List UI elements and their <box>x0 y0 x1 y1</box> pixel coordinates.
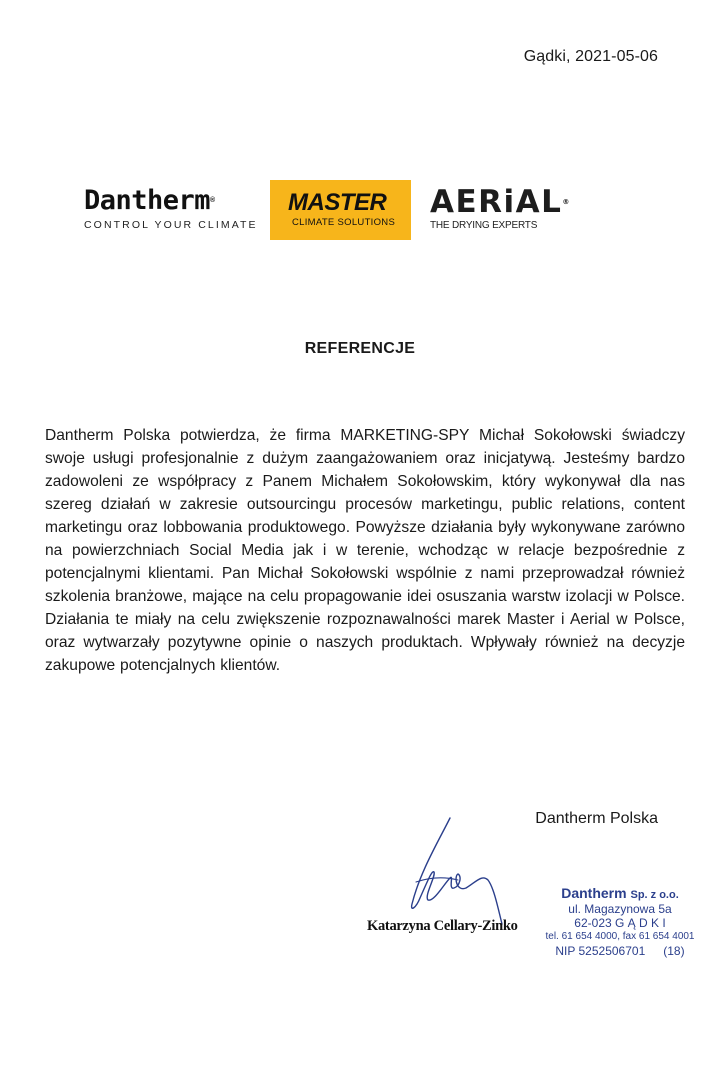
stamp-city: 62-023 G Ą D K I <box>574 916 666 930</box>
stamp-phone: tel. 61 654 4000, fax 61 654 4001 <box>545 931 695 942</box>
stamp-nip: NIP 5252506701 <box>555 944 646 958</box>
stamp-street: ul. Magazynowa 5a <box>568 902 672 916</box>
stamp-company-suffix: Sp. z o.o. <box>630 889 679 901</box>
master-logo <box>270 180 411 240</box>
document-title: REFERENCJE <box>304 340 416 357</box>
handwritten-signature <box>398 812 508 927</box>
dantherm-logo-tagline: CONTROL YOUR CLIMATE <box>84 219 258 231</box>
signer-name: Katarzyna Cellary-Zinko <box>367 918 518 934</box>
stamp-code: (18) <box>663 944 685 958</box>
company-name: Dantherm Polska <box>535 810 658 827</box>
dantherm-logo-name: Dantherm <box>84 185 211 216</box>
aerial-logo: AERiAL® THE DRYING EXPERTS <box>430 186 620 231</box>
document-date: Gądki, 2021-05-06 <box>523 48 658 65</box>
master-logo-name: MASTER <box>288 189 387 216</box>
aerial-logo-tagline: THE DRYING EXPERTS <box>430 220 538 231</box>
aerial-logo-name: AERiAL <box>430 184 563 220</box>
document-body: Dantherm Polska potwierdza, że firma MARKETING-SPY Michał Sokołowski świadczy swoje usługi profesjonalnie z dużym zaangażowaniem oraz inicjatywą. Jesteśmy bardzo zadowoleni ze współpracy z Panem Michałem Sokołowskim, który wykonywał dla nas szereg działań w zakresie outsourcingu procesów marketingu, public relations, content marketingu oraz lobbowania produktowego. Powyższe działania były wykonywane zarówno na powierzchniach Social Media jak i w terenie, wchodząc w relacje bezpośrednie z potencjalnymi klientami. Pan Michał Sokołowski wspólnie z nami przeprowadzał również szkolenia branżowe, mające na celu propagowanie idei osuszania warstw izolacji w Polsce. Działania te miały na celu zwiększenie rozpoznawalności marek Master i Aerial w Polsce, oraz wytwarzały pozytywne opinie o naszych produktach. Wpływały również na decyzje zakupowe potencjalnych klientów. <box>45 427 685 674</box>
master-logo-sub: CLIMATE SOLUTIONS <box>292 217 396 228</box>
dantherm-logo: Dantherm® CONTROL YOUR CLIMATE <box>84 186 264 231</box>
stamp-company-name: Dantherm <box>561 885 627 901</box>
company-stamp <box>530 886 710 958</box>
